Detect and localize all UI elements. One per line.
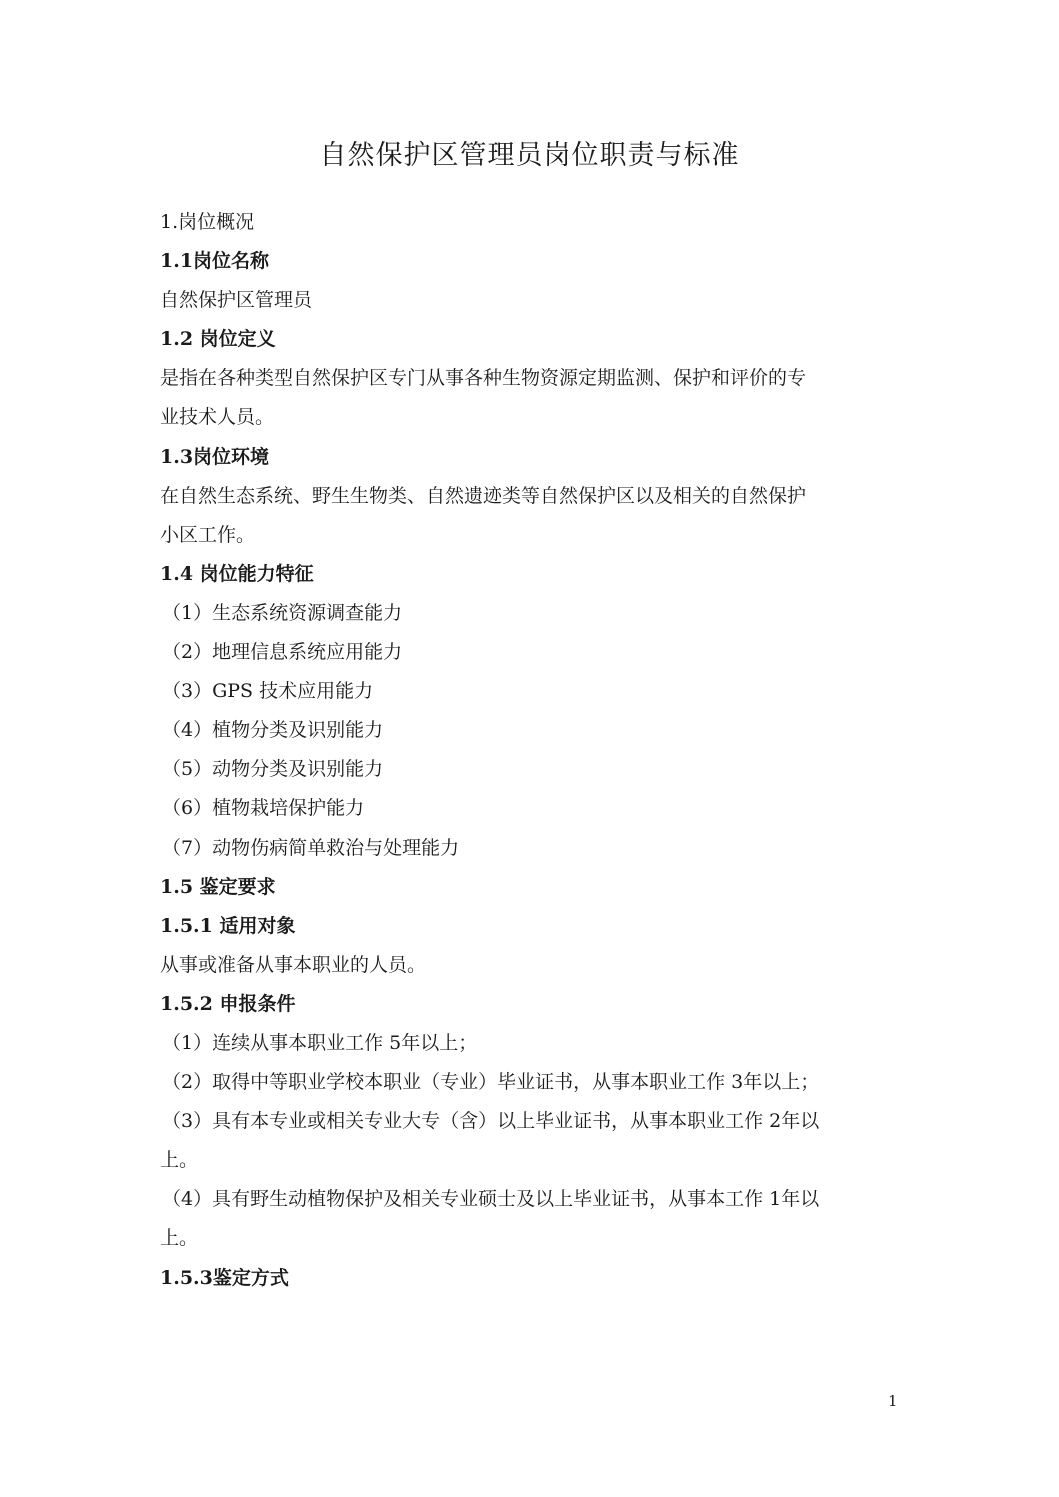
- paragraph-1-2-line-2: 业技术人员。: [160, 406, 275, 429]
- list-item-condition-3-line-2: 上。: [160, 1149, 199, 1172]
- section-heading-1: 1.岗位概况: [160, 211, 255, 233]
- page-number: 1: [888, 1392, 898, 1410]
- list-item-ability-2: （2）地理信息系统应用能力: [162, 641, 403, 664]
- list-item-condition-1: （1）连续从事本职业工作 5年以上；: [162, 1031, 478, 1054]
- paragraph-1-3-line-2: 小区工作。: [160, 523, 256, 546]
- list-item-condition-3-line-1: （3）具有本专业或相关专业大专（含）以上毕业证书，从事本职业工作 2年以: [162, 1110, 820, 1133]
- list-item-ability-4: （4）植物分类及识别能力: [162, 719, 384, 742]
- paragraph-1-2-line-1: 是指在各种类型自然保护区专门从事各种生物资源定期监测、保护和评价的专: [160, 367, 807, 390]
- section-heading-1-4: 1.4 岗位能力特征: [160, 562, 314, 585]
- section-heading-1-5-1: 1.5.1 适用对象: [160, 914, 296, 937]
- section-heading-1-5: 1.5 鉴定要求: [160, 875, 276, 898]
- section-heading-1-2: 1.2 岗位定义: [160, 328, 276, 351]
- list-item-condition-4-line-1: （4）具有野生动植物保护及相关专业硕士及以上毕业证书，从事本工作 1年以: [162, 1188, 820, 1211]
- section-heading-1-3: 1.3岗位环境: [160, 445, 270, 468]
- section-heading-1-1: 1.1岗位名称: [160, 250, 270, 273]
- list-item-ability-3: （3）GPS 技术应用能力: [162, 680, 374, 703]
- section-heading-1-5-3: 1.5.3鉴定方式: [160, 1266, 289, 1289]
- list-item-ability-7: （7）动物伤病简单救治与处理能力: [162, 836, 460, 859]
- list-item-ability-1: （1）生态系统资源调查能力: [162, 601, 403, 624]
- document-title: 自然保护区管理员岗位职责与标准: [319, 140, 740, 171]
- paragraph-1-5-1: 从事或准备从事本职业的人员。: [160, 953, 427, 976]
- list-item-ability-6: （6）植物栽培保护能力: [162, 797, 365, 820]
- list-item-condition-2: （2）取得中等职业学校本职业（专业）毕业证书，从事本职业工作 3年以上；: [162, 1071, 820, 1094]
- list-item-ability-5: （5）动物分类及识别能力: [162, 758, 384, 781]
- document-body: [160, 203, 900, 1298]
- list-item-condition-4-line-2: 上。: [160, 1227, 199, 1250]
- paragraph-1-3-line-1: 在自然生态系统、野生生物类、自然遗迹类等自然保护区以及相关的自然保护: [160, 484, 807, 507]
- paragraph-1-1: 自然保护区管理员: [160, 289, 313, 312]
- section-heading-1-5-2: 1.5.2 申报条件: [160, 992, 296, 1015]
